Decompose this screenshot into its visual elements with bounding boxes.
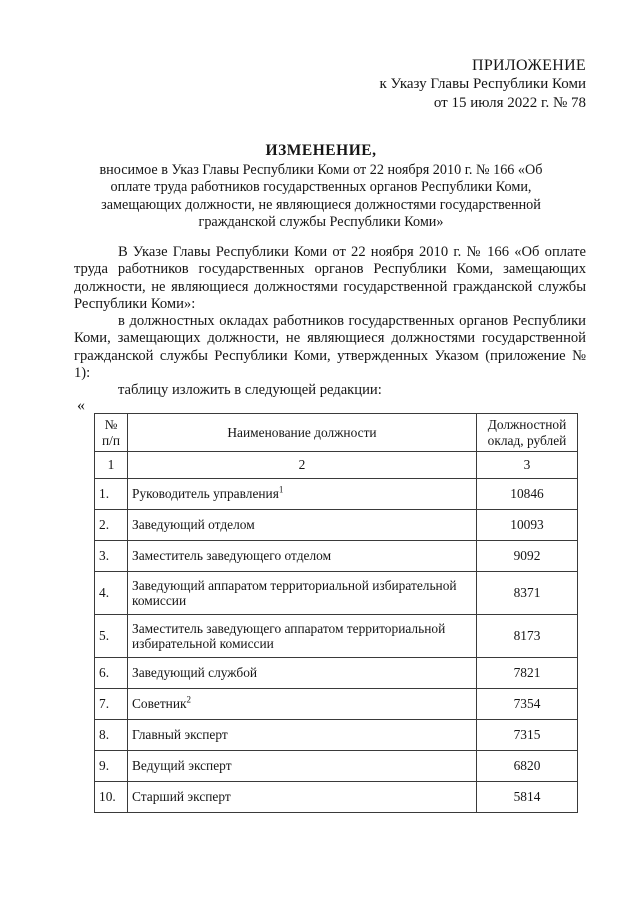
table-row [95, 658, 578, 689]
row-salary: 5814 [477, 782, 578, 813]
row-salary: 7354 [477, 689, 578, 720]
row-position: Заместитель заведующего аппаратом территориальной избирательной комиссии [128, 615, 477, 658]
appendix-date: от 15 июля 2022 г. № 78 [433, 95, 586, 111]
row-num: 8. [95, 720, 128, 751]
document-title [62, 142, 580, 232]
appendix-decree-ref: к Указу Главы Республики Коми [379, 76, 586, 92]
row-num: 3. [95, 541, 128, 572]
row-position: Заведующий аппаратом территориальной избирательной комиссии [128, 572, 477, 615]
row-position: Главный эксперт [128, 720, 477, 751]
opening-quote: « [77, 397, 85, 414]
index-cell: 2 [128, 452, 477, 479]
row-position: Заведующий отделом [128, 510, 477, 541]
document-body [74, 244, 586, 400]
table-row [95, 541, 578, 572]
row-num: 6. [95, 658, 128, 689]
row-salary: 8173 [477, 615, 578, 658]
table-row [95, 751, 578, 782]
row-num: 1. [95, 479, 128, 510]
paragraph-table-intro: таблицу изложить в следующей редакции: [118, 382, 382, 399]
table-row [95, 689, 578, 720]
footnote-mark: 1 [278, 484, 284, 495]
row-num: 5. [95, 615, 128, 658]
row-position: Ведущий эксперт [128, 751, 477, 782]
table-row [95, 782, 578, 813]
row-salary: 9092 [477, 541, 578, 572]
header-name: Наименование должности [128, 414, 477, 452]
row-salary: 8371 [477, 572, 578, 615]
paragraph-salaries: в должностных окладах работников государственных органов Республики Коми, замещающих должности, не являющиеся должностями государственной гражданской службы Республики Коми, утвержденных Указом (приложение № 1): [74, 313, 586, 382]
paragraph-decree: В Указе Главы Республики Коми от 22 ноября 2010 г. № 166 «Об оплате труда работников государственных органов Республики Коми, замещающих должности, не являющиеся должностями государственной гражданской службы Республики Коми»: [74, 244, 586, 312]
title-line: замещающих должности, не являющиеся должностями государственной [101, 196, 541, 213]
row-num: 2. [95, 510, 128, 541]
row-position: Старший эксперт [128, 782, 477, 813]
row-position: Заведующий службой [128, 658, 477, 689]
index-cell: 3 [477, 452, 578, 479]
index-cell: 1 [95, 452, 128, 479]
row-position: Заместитель заведующего отделом [128, 541, 477, 572]
title-line: оплате труда работников государственных органов Республики Коми, [110, 179, 532, 195]
table-index-row [95, 452, 578, 479]
row-num: 9. [95, 751, 128, 782]
table-row [95, 479, 578, 510]
row-num: 10. [95, 782, 128, 813]
table-row [95, 510, 578, 541]
row-position [128, 479, 477, 510]
salary-table [94, 413, 578, 813]
row-num: 4. [95, 572, 128, 615]
row-position [128, 689, 477, 720]
title-line: гражданской службы Республики Коми» [198, 214, 444, 230]
row-position-text: Руководитель управления [132, 486, 279, 502]
row-salary: 10093 [477, 510, 578, 541]
row-position-text: Советник [132, 696, 187, 712]
row-num: 7. [95, 689, 128, 720]
appendix-header [379, 56, 586, 113]
header-num: № п/п [95, 414, 128, 452]
row-salary: 6820 [477, 751, 578, 782]
table-row [95, 572, 578, 615]
footnote-mark: 2 [186, 694, 192, 705]
table-row [95, 720, 578, 751]
title-heading: ИЗМЕНЕНИЕ, [265, 142, 377, 159]
table-row [95, 615, 578, 658]
row-salary: 7821 [477, 658, 578, 689]
appendix-label: ПРИЛОЖЕНИЕ [471, 57, 586, 74]
row-salary: 7315 [477, 720, 578, 751]
table-header-row [95, 414, 578, 452]
row-salary: 10846 [477, 479, 578, 510]
title-line: вносимое в Указ Главы Республики Коми от 22 ноября 2010 г. № 166 «Об [99, 161, 543, 178]
header-salary: Должностной оклад, рублей [477, 414, 578, 452]
